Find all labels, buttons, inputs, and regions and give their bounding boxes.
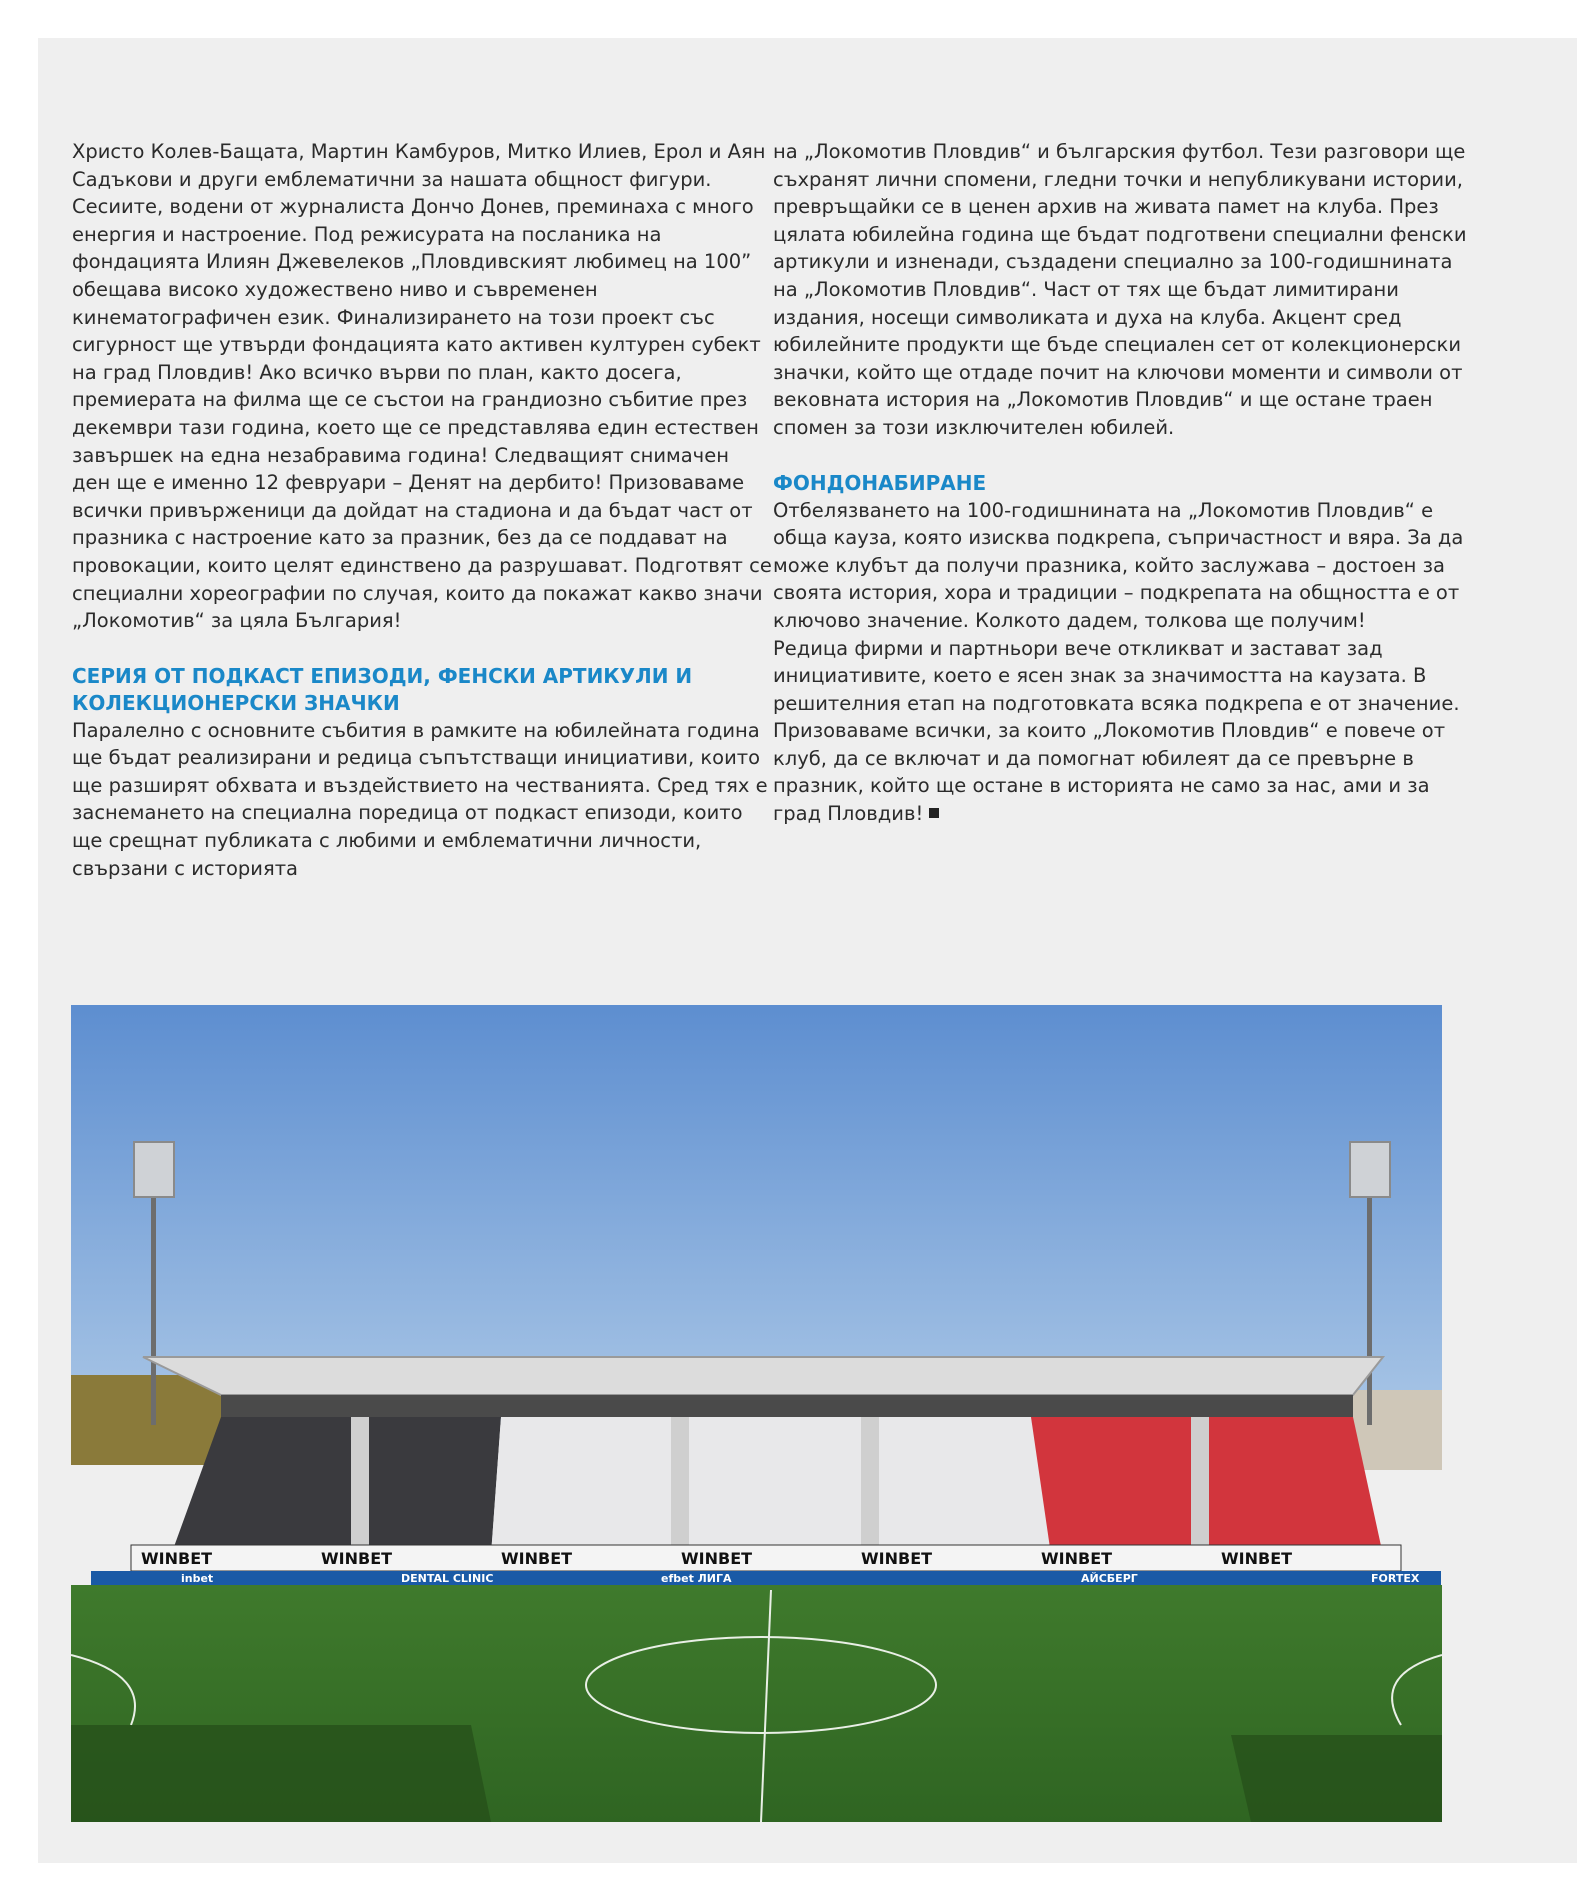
winbet-banner-5: WINBET [861,1549,933,1568]
winbet-banner-7: WINBET [1221,1549,1293,1568]
podcast-paragraph: Паралелно с основните събития в рамките на юбилейната година ще бъдат реализирани и редица съпътстващи инициативи, които ще разширят обхвата и въздействието на честванията. Сред тях е заснемането на специална поредица от подкаст епизоди, които ще срещнат публиката с любими и емблематични личности, свързани с историята [72,718,768,880]
magazine-page [38,38,1577,1863]
fundraising-paragraph-1: Отбелязването на 100-годишнината на „Локомотив Пловдив“ е обща кауза, която изисква подкрепа, съпричастност и вяра. За да може клубът да получи празника, който заслужава – достоен за своята история, хора и традиции – подкрепата на общността е от ключово значение. Колкото дадем, толкова ще получим! [773,498,1464,632]
roof-shadow [221,1395,1353,1417]
winbet-banner-4: WINBET [681,1549,753,1568]
board-text-fortex: FORTEX [1371,1572,1420,1585]
winbet-banner-3: WINBET [501,1549,573,1568]
continuation-paragraph: на „Локомотив Пловдив“ и българския футбол. Тези разговори ще съхранят лични спомени, гледни точки и непубликувани истории, превръщайки се в ценен архив на живата памет на клуба. През цялата юбилейна година ще бъдат подготвени специални фенски артикули и изненади, създадени специално за 100-годишнината на „Локомотив Пловдив“. Част от тях ще бъдат лимитирани издания, носещи символиката и духа на клуба. Акцент сред юбилейните продукти ще бъде специален сет от колекционерски значки, който ще отдаде почит на ключови моменти и символи от вековната история на „Локомотив Пловдив“ и ще остане траен спомен за този изключителен юбилей. [773,140,1467,439]
winbet-banner-6: WINBET [1041,1549,1113,1568]
end-of-article-mark [929,808,939,818]
seats-white [491,1417,1051,1555]
board-text-dental: DENTAL CLINIC [401,1572,494,1585]
right-column [773,138,1473,828]
winbet-banner-2: WINBET [321,1549,393,1568]
stand-roof [143,1357,1383,1395]
board-text-efbet: efbet ЛИГА [661,1572,732,1585]
intro-paragraph: Христо Колев-Бащата, Мартин Камбуров, Митко Илиев, Ерол и Аян Садъкови и други емблематични за нашата общност фигури. Сесиите, водени от журналиста Дончо Донев, преминаха с много енергия и настроение. Под режисурата на посланика на фондацията Илиян Джевелеков „Пловдивският любимец на 100” обещава високо художествено ниво и съвременен кинематографичен език. Финализирането на този проект със сигурност ще утвърди фондацията като активен културен субект на град Пловдив! Ако всичко върви по план, както досега, премиерата на филма ще се състои на грандиозно събитие през декември тази година, което ще се представлява един естествен завършек на една незабравима година! Следващият снимачен ден ще е именно 12 февруари – Денят на дербито! Призоваваме всички привърженици да дойдат на стадиона и да бъдат част от празника с настроение като за празник, без да се поддават на провокации, които целят единствено да разрушават. Подготвят се специални хореографии по случая, които да покажат какво значи „Локомотив“ за цяла България! [72,140,772,633]
shadow-left [71,1725,491,1822]
board-text-aisberg: АЙСБЕРГ [1081,1572,1138,1585]
fundraising-paragraph-3-text: Призоваваме всички, за които „Локомотив Пловдив“ е повече от клуб, да се включат и да помогнат юбилеят да се превърне в празник, който ще остане в историята не само за нас, ами и за град Пловдив! [773,719,1446,826]
podcast-section-heading: СЕРИЯ ОТ ПОДКАСТ ЕПИЗОДИ, ФЕНСКИ АРТИКУЛИ И КОЛЕКЦИОНЕРСКИ ЗНАЧКИ [72,663,693,715]
fundraising-paragraph-3 [773,717,1473,827]
seats-black [171,1417,501,1555]
fundraising-paragraph-2: Редица фирми и партньори вече откликват и застават зад инициативите, което е ясен знак за значимостта на каузата. В решителния етап на подготовката всяка подкрепа е от значение. [773,636,1460,715]
board-text-inbet: inbet [181,1572,214,1585]
shadow-right [1231,1735,1442,1822]
left-column [72,138,772,882]
stadium-photo [71,1005,1442,1822]
fundraising-heading: ФОНДОНАБИРАНЕ [773,470,987,495]
winbet-banner-1: WINBET [141,1549,213,1568]
ad-board-lower [91,1571,1441,1585]
